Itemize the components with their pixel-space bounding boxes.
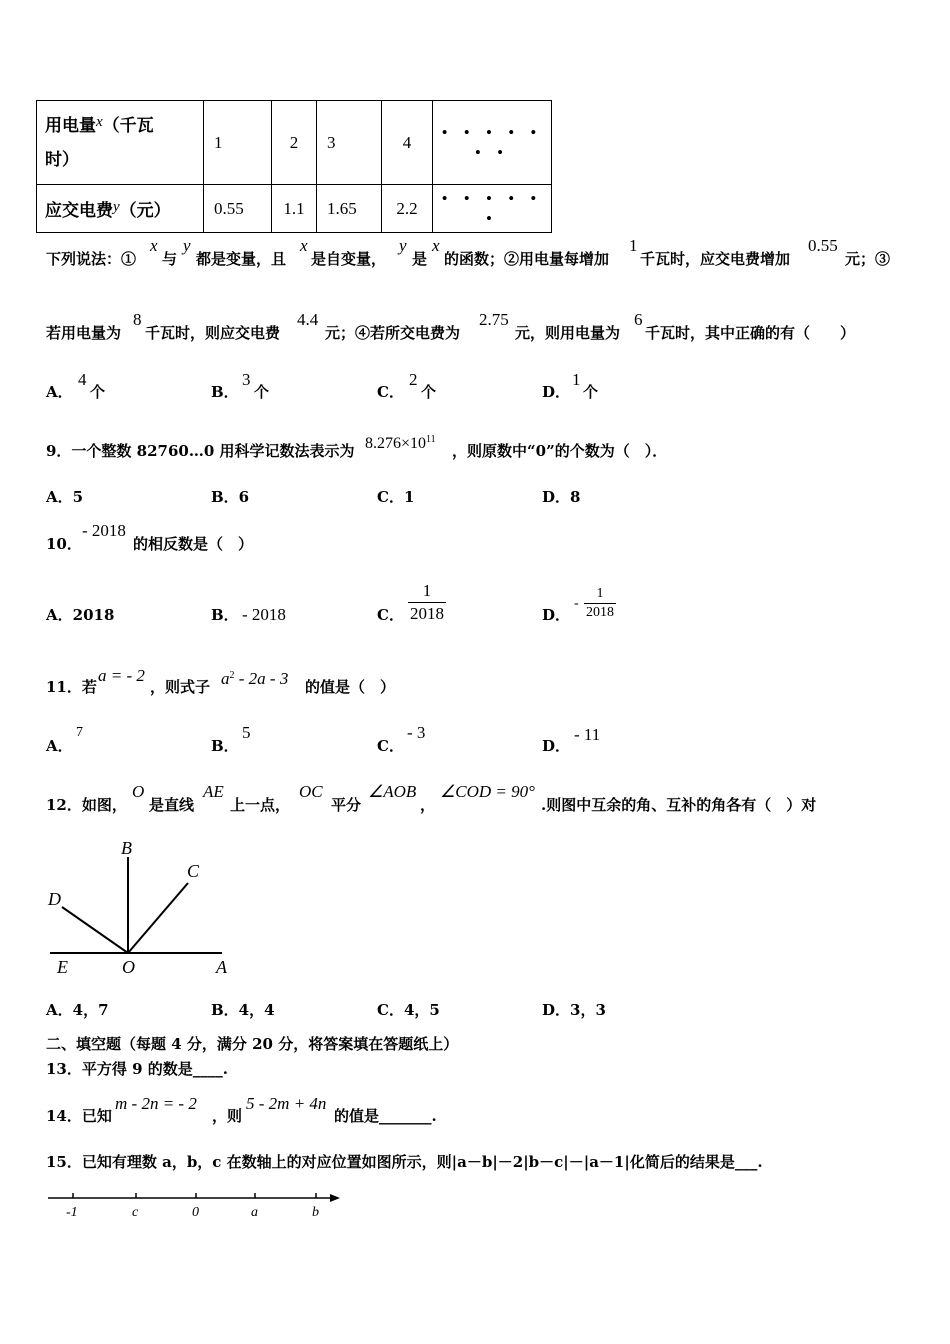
q14-stem: 14．已知: [46, 1107, 112, 1125]
q8-var: x: [300, 236, 308, 255]
label-d: D: [48, 889, 61, 909]
q11-stem: ，则式子: [150, 678, 211, 696]
q10-stem: 的相反数是（ ）: [133, 535, 254, 553]
option-a: A．: [46, 737, 73, 755]
option-value: 5: [242, 723, 251, 742]
option-b: B．: [211, 383, 239, 401]
option-b: B．4，4: [211, 1001, 275, 1019]
option-b: B．: [211, 606, 239, 624]
table-cell: 1.65: [317, 185, 382, 233]
q8-num: 2.75: [479, 310, 509, 329]
option-value: 2: [409, 370, 418, 389]
label-a: A: [216, 957, 227, 977]
q12-math: ∠COD = 90°: [440, 782, 535, 801]
q12-math: OC: [299, 782, 323, 801]
ray-od: [62, 907, 128, 953]
tick-label: a: [251, 1205, 258, 1220]
q15: 15．已知有理数 a，b，c 在数轴上的对应位置如图所示，则|a－b|－2|b－c|－|a－1|化简后的结果是___.: [46, 1153, 763, 1171]
q8-var: y: [183, 236, 191, 255]
option-a: A．2018: [46, 606, 115, 624]
q14-stem-end: 的值是_______.: [334, 1107, 437, 1125]
table-row: [37, 101, 552, 185]
table-cell: • • • • • •: [433, 185, 552, 233]
q12-stem: 12．如图，: [46, 796, 127, 814]
q9-stem: 9．一个整数 82760…0 用科学记数法表示为: [46, 442, 355, 460]
table-cell: 2.2: [382, 185, 433, 233]
q8-num: 8: [133, 310, 142, 329]
fraction-denominator: 2018: [410, 604, 444, 623]
table-cell: • • • • • • •: [433, 101, 552, 185]
fraction-numerator: 1: [408, 580, 446, 603]
q12-stem-end: .则图中互余的角、互补的角各有（ ）对: [541, 796, 817, 814]
data-table: [36, 100, 552, 233]
q8-text: 千瓦时，应交电费增加: [640, 250, 791, 268]
arrow-icon: [330, 1194, 340, 1202]
label-o: O: [122, 957, 135, 977]
q8-text: 的函数；②用电量每增加: [444, 250, 610, 268]
q11-stem-end: 的值是（ ）: [305, 678, 396, 696]
option-b: B．: [211, 737, 239, 755]
tick-label: -1: [66, 1205, 78, 1220]
q8-text: 是: [412, 250, 428, 268]
table-cell: 1: [204, 101, 272, 185]
q8-text: 都是变量，且: [196, 250, 287, 268]
table-cell: 4: [382, 101, 433, 185]
q8-text: 是自变量，: [311, 250, 387, 268]
option-d: D．: [542, 383, 571, 401]
option-suffix: 个: [254, 383, 270, 401]
option-a: A．: [46, 383, 73, 401]
label-e: E: [57, 957, 68, 977]
table-cell: 3: [317, 101, 382, 185]
q12-stem: 是直线: [149, 796, 195, 814]
fraction-numerator: 1: [584, 585, 616, 604]
q10-number: 10．: [46, 535, 82, 553]
q11-stem: 11．若: [46, 678, 97, 696]
q14-expression: 5 - 2m + 4n: [246, 1094, 327, 1113]
q8-var: y: [399, 236, 407, 255]
section-heading: 二、填空题（每题 4 分，满分 20 分，将答案填在答题纸上）: [46, 1035, 459, 1053]
q13: 13．平方得 9 的数是____.: [46, 1060, 228, 1078]
table-row: [37, 185, 552, 233]
ray-oc: [128, 883, 188, 953]
option-value: - 2018: [242, 605, 286, 624]
fraction-denominator: 2018: [586, 605, 614, 620]
q12-stem: 上一点，: [230, 796, 291, 814]
option-value: - 11: [574, 725, 601, 744]
option-d: D．3，3: [542, 1001, 606, 1019]
option-c: C．4，5: [377, 1001, 440, 1019]
option-value: 4: [78, 370, 87, 389]
q8-num: 6: [634, 310, 643, 329]
q9-math: $8.276\times 10^{11}$: [365, 434, 436, 452]
fraction: [584, 585, 616, 622]
option-value: 7: [76, 725, 83, 740]
q8-text: 千瓦时，其中正确的有（ ）: [645, 324, 856, 342]
option-d: D．: [542, 606, 571, 624]
table-header-usage: 用电量x（千瓦 时）: [37, 101, 204, 185]
option-c: C．1: [377, 488, 415, 506]
q12-math: AE: [203, 782, 224, 801]
option-d: D．8: [542, 488, 581, 506]
label-b: B: [121, 838, 132, 858]
tick-label: c: [132, 1205, 139, 1220]
q12-stem: ，: [420, 796, 436, 814]
table-cell: 2: [272, 101, 317, 185]
option-value: 3: [242, 370, 251, 389]
option-suffix: 个: [583, 383, 599, 401]
option-b: B．6: [211, 488, 250, 506]
q8-text: 元；③: [845, 250, 891, 268]
tick-label: 0: [192, 1205, 199, 1220]
option-suffix: 个: [90, 383, 106, 401]
q11-expression: $a^2 - 2a - 3$: [221, 669, 289, 688]
q14-stem: ，则: [212, 1107, 243, 1125]
option-suffix: 个: [421, 383, 437, 401]
q12-math: O: [132, 782, 145, 801]
q8-num: 1: [629, 236, 638, 255]
option-c: C．: [377, 606, 404, 624]
q9-stem-end: ，则原数中“0”的个数为（ ）．: [452, 442, 668, 460]
option-c: C．: [377, 383, 404, 401]
q8-text: 与: [162, 250, 178, 268]
option-value: - 3: [407, 723, 426, 742]
q8-var: x: [432, 236, 440, 255]
q8-var: x: [150, 236, 158, 255]
angle-figure: [40, 835, 240, 980]
fraction: [408, 580, 446, 625]
q8-text: 下列说法：①: [46, 250, 137, 268]
option-c: C．: [377, 737, 404, 755]
option-a: A．5: [46, 488, 84, 506]
q12-stem: 平分: [331, 796, 362, 814]
label-c: C: [187, 861, 200, 881]
option-d: D．: [542, 737, 571, 755]
table-header-fee: 应交电费y（元）: [37, 185, 204, 233]
q8-num: 0.55: [808, 236, 838, 255]
tick-label: b: [312, 1205, 319, 1220]
q8-num: 4.4: [297, 310, 319, 329]
q12-math: ∠AOB: [368, 782, 417, 801]
q8-text: 元，则用电量为: [515, 324, 621, 342]
number-line: [40, 1188, 350, 1224]
option-a: A．4，7: [46, 1001, 109, 1019]
q8-text: 元；④若所交电费为: [325, 324, 461, 342]
minus-sign: -: [574, 596, 579, 611]
q10-math: - 2018: [82, 521, 126, 540]
q11-condition: a = - 2: [98, 666, 145, 685]
q8-text: 千瓦时，则应交电费: [145, 324, 281, 342]
q8-text: 若用电量为: [46, 324, 122, 342]
table-cell: 0.55: [204, 185, 272, 233]
q14-condition: m - 2n = - 2: [115, 1094, 197, 1113]
table-cell: 1.1: [272, 185, 317, 233]
option-value: 1: [572, 370, 581, 389]
